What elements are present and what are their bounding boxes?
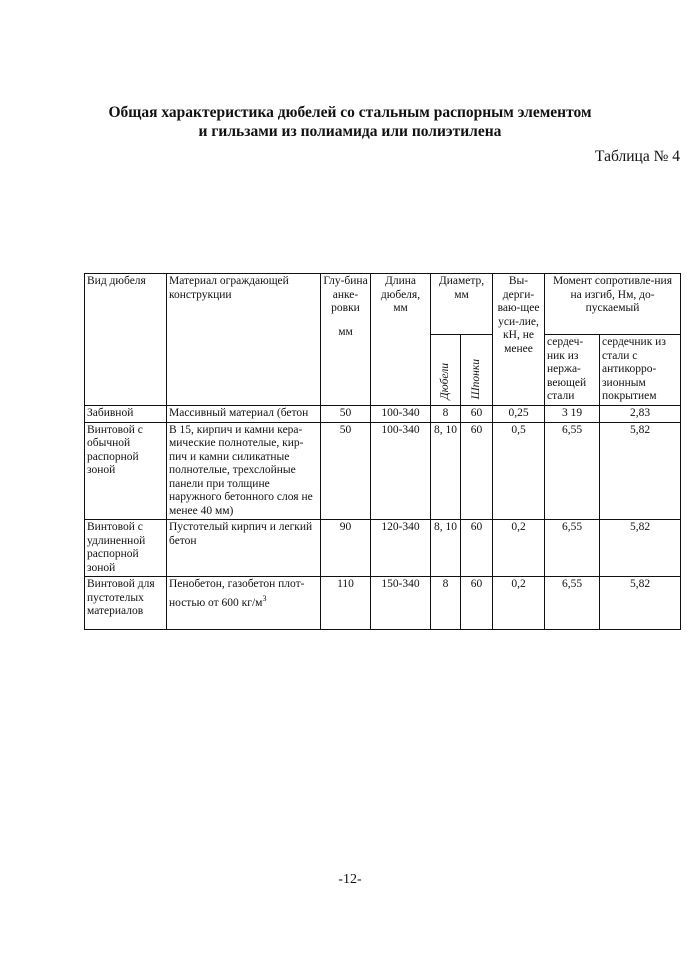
cell-core-steel: 2,83 xyxy=(600,406,681,423)
cell-length: 100-340 xyxy=(371,422,431,520)
title-line-2: и гильзами из полиамида или полиэтилена xyxy=(198,123,502,140)
cell-pullout: 0,2 xyxy=(493,520,545,577)
cell-pullout: 0,2 xyxy=(493,577,545,630)
cell-diam-screw: 60 xyxy=(461,577,493,630)
cell-type: Винтовой с удлиненной распорной зоной xyxy=(85,520,167,577)
cell-diam-screw: 60 xyxy=(461,422,493,520)
cell-core-steel: 5,82 xyxy=(600,577,681,630)
table-row xyxy=(85,520,681,577)
header-diam-screw xyxy=(461,335,493,406)
cell-type: Забивной xyxy=(85,406,167,423)
header-row-1 xyxy=(85,274,681,335)
cell-diam-dowel: 8, 10 xyxy=(431,422,461,520)
cell-pullout: 0,5 xyxy=(493,422,545,520)
cell-diam-screw: 60 xyxy=(461,520,493,577)
document-title xyxy=(0,103,700,141)
header-pullout: Вы-дерги-ваю-щее уси-лие, кН, не менее xyxy=(493,274,545,406)
cell-length: 100-340 xyxy=(371,406,431,423)
table-row xyxy=(85,577,681,630)
cell-diam-screw: 60 xyxy=(461,406,493,423)
cell-type: Винтовой для пустотелых материалов xyxy=(85,577,167,630)
cell-material: Пустотелый кирпич и легкий бетон xyxy=(167,520,321,577)
cell-diam-dowel: 8 xyxy=(431,406,461,423)
table-row xyxy=(85,422,681,520)
cell-material: Массивный материал (бетон xyxy=(167,406,321,423)
cell-core-steel: 5,82 xyxy=(600,520,681,577)
header-length: Длина дюбеля, мм xyxy=(371,274,431,406)
page-number: -12- xyxy=(338,872,362,887)
header-type: Вид дюбеля xyxy=(85,274,167,406)
header-depth xyxy=(321,274,371,406)
cell-length: 120-340 xyxy=(371,520,431,577)
header-material: Материал ограждающей конструкции xyxy=(167,274,321,406)
cell-material-text: Пенобетон, газобетон плот-ностью от 600 кг/м xyxy=(169,578,305,609)
header-depth-label: Глу-бина анке-ровки xyxy=(323,275,368,314)
cell-material xyxy=(167,577,321,630)
cell-core-stainless: 6,55 xyxy=(545,422,600,520)
cell-diam-dowel: 8, 10 xyxy=(431,520,461,577)
dowel-table xyxy=(84,273,681,630)
cell-core-stainless: 6,55 xyxy=(545,577,600,630)
header-depth-unit: мм xyxy=(338,325,353,338)
title-line-1: Общая характеристика дюбелей со стальным распорным элементом xyxy=(108,104,592,121)
cell-core-stainless: 3 19 xyxy=(545,406,600,423)
header-core-steel: сердечник из стали с антикорро-зионным покрытием xyxy=(600,335,681,406)
cell-core-stainless: 6,55 xyxy=(545,520,600,577)
table-label: Таблица № 4 xyxy=(595,148,680,165)
cell-depth: 50 xyxy=(321,406,371,423)
header-diam-screw-label: Шпонки xyxy=(469,359,482,400)
header-moment: Момент сопротивле-ния на изгиб, Нм, до-пускаемый xyxy=(545,274,681,335)
cell-length: 150-340 xyxy=(371,577,431,630)
header-core-stainless: сердеч-ник из нержа-веющей стали xyxy=(545,335,600,406)
cell-material-superscript: 3 xyxy=(262,593,267,603)
cell-pullout: 0,25 xyxy=(493,406,545,423)
header-diam-dowel-label: Дюбели xyxy=(438,362,451,400)
cell-depth: 50 xyxy=(321,422,371,520)
cell-core-steel: 5,82 xyxy=(600,422,681,520)
cell-depth: 90 xyxy=(321,520,371,577)
cell-depth: 110 xyxy=(321,577,371,630)
cell-material: В 15, кирпич и камни кера-мические полнотелые, кир-пич и камни силикатные полнотелые, трехслойные панели при толщине наружного бетонного слоя не менее 40 мм) xyxy=(167,422,321,520)
header-diameter: Диаметр, мм xyxy=(431,274,493,335)
table-row xyxy=(85,406,681,423)
cell-diam-dowel: 8 xyxy=(431,577,461,630)
cell-type: Винтовой с обычной распорной зоной xyxy=(85,422,167,520)
header-diam-dowel xyxy=(431,335,461,406)
